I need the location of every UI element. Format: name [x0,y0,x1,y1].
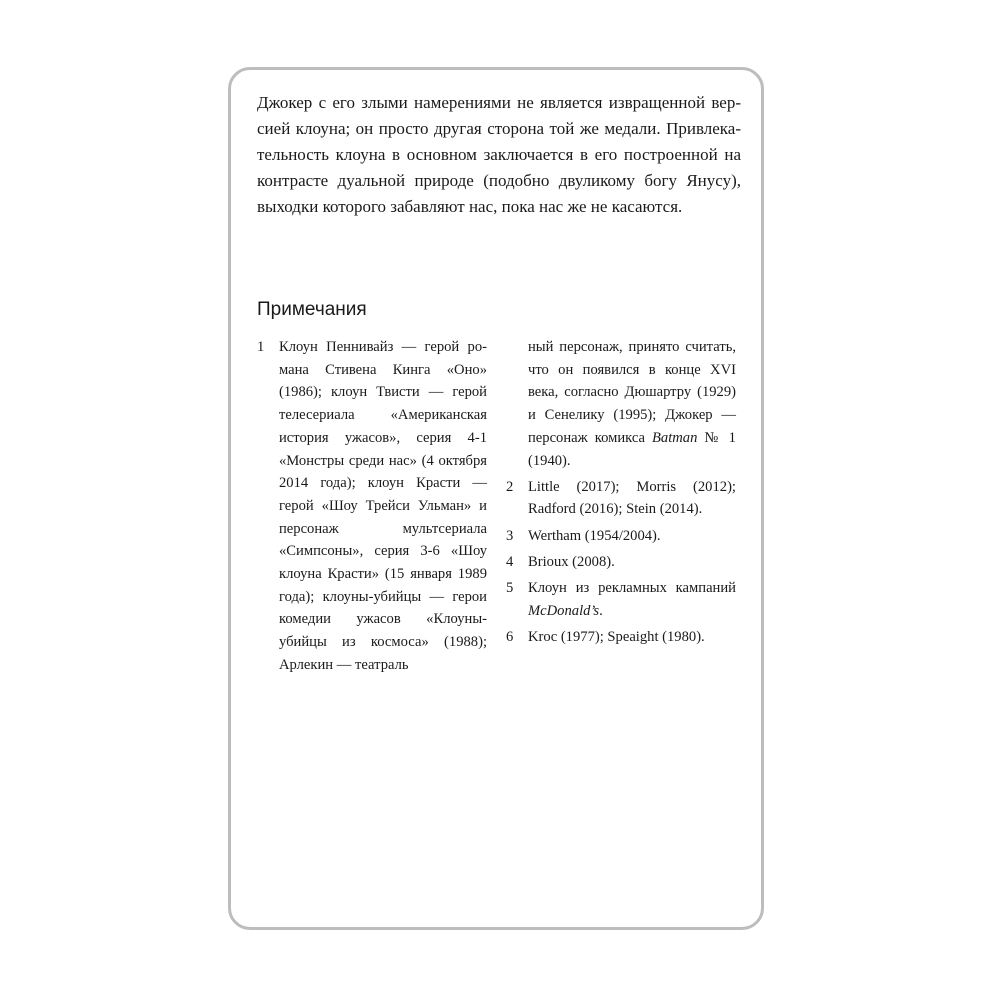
note-text: Brioux (2008). [528,553,615,570]
note-item [506,551,736,574]
notes-column-left [257,336,487,680]
note-text: Клоун Пеннивайз — герой романа Стивена Кинга «Оно» (1986); клоун Твисти — герой телесериала «Американская история ужасов», серия 4-1 «Монстры среди нас» (4 октября 2014 года); клоун Красти — герой «Шоу Трейси Ульман» и персонаж мультсериала «Симпсоны», серия 3-6 «Шоу клоуна Красти» (15 января 1989 года); клоуны-убийцы — герои комедии ужасов «Клоуны-убийцы из космоса» (1988); Арлекин — театраль [279,339,487,673]
note-continuation: ный персонаж, принято считать, что он появился в конце XVI века, согласно Дюшартру (1929) и Сенелику (1995); Джокер — персонаж комикса [528,339,736,446]
note-text-start: Клоун из рекламных кампаний [528,580,736,597]
notes-heading: Примечания [257,299,367,320]
note-number: 1 [257,339,265,355]
note-text: Wertham (1954/2004). [528,527,661,544]
note-text [528,577,736,622]
note-item-continuation [506,336,736,472]
note-number: 2 [506,478,514,495]
note-text-end: . [599,602,603,619]
page-content [257,90,741,220]
body-paragraph: Джокер с его злыми намерениями не является извращенной версией клоуна; он просто другая сторона той же медали. Привлекательность клоуна в основном заключается в его построенной на контрасте дуальной природе (подобно двуликому богу Янусу), выходки которого забавляют нас, пока нас же не касаются. [257,93,741,216]
note-item [506,577,736,622]
notes-column-right [506,336,736,652]
note-item [506,476,736,521]
note-number: 4 [506,553,514,570]
note-number: 3 [506,527,514,544]
note-item [506,626,736,649]
note-number: 6 [506,628,514,645]
note-text: Kroc (1977); Speaight (1980). [528,628,705,645]
note-text [528,336,736,472]
note-number: 5 [506,580,514,597]
note-item [506,525,736,548]
note-text: Little (2017); Morris (2012); Radford (2016); Stein (2014). [528,478,736,518]
note-italic: Batman [652,429,698,446]
note-continuation-end: № 1 (1940). [528,429,736,469]
note-italic: McDonald’s [528,602,600,619]
note-item [257,336,487,677]
